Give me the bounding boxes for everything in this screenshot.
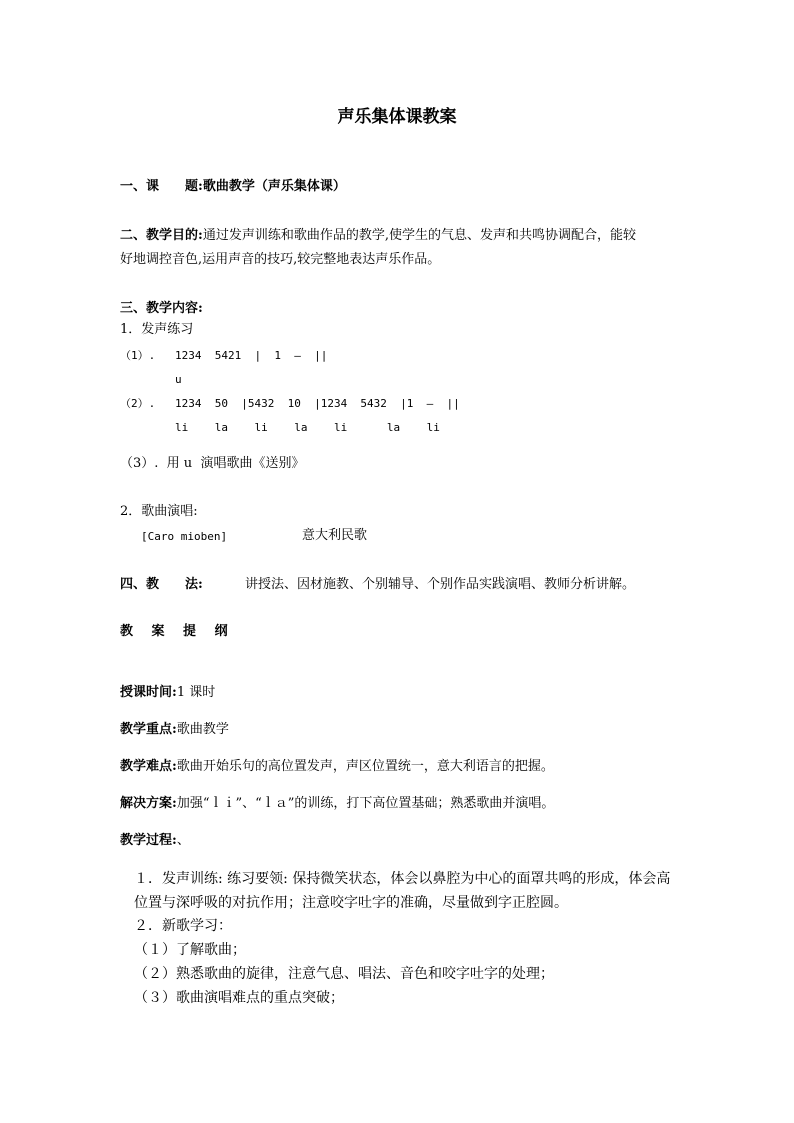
lesson-time xyxy=(120,685,215,701)
teaching-difficulty-label: 教学难点: xyxy=(120,759,177,774)
exercise-1-syllable: u xyxy=(175,373,182,386)
process-step-2: ２．新歌学习： xyxy=(134,918,232,934)
section-content-label: 三、教学内容: xyxy=(120,301,203,316)
exercise-1-number: （1）. xyxy=(120,349,156,362)
exercise-2-syllables: li la li la li la li xyxy=(175,421,440,434)
section-topic-value: 歌曲教学（声乐集体课） xyxy=(202,179,346,194)
exercise-1-notes: 1234 5421 | 1 — || xyxy=(175,349,328,362)
teaching-focus xyxy=(120,722,229,738)
teaching-focus-value: 歌曲教学 xyxy=(176,722,229,737)
teaching-process-suffix: 、 xyxy=(176,833,190,848)
exercise-2-notes: 1234 50 |5432 10 |1234 5432 |1 — || xyxy=(175,397,460,410)
process-step-2-2: （２）熟悉歌曲的旋律，注意气息、唱法、音色和咬字吐字的处理； xyxy=(134,966,554,982)
exercise-3: （3）. 用 u 演唱歌曲《送别》 xyxy=(120,456,305,471)
process-step-2-1: （１）了解歌曲； xyxy=(134,942,246,958)
section-method xyxy=(120,577,203,593)
process-step-1-line1: １．发声训练: 练习要领: 保持微笑状态，体会以鼻腔为中心的面罩共鸣的形成，体会高 xyxy=(134,871,671,887)
content-item-song: 2．歌曲演唱: xyxy=(120,504,198,519)
outline-heading: 教 案 提 纲 xyxy=(120,624,230,639)
song-title: [Caro mioben] xyxy=(141,530,228,543)
solution-label: 解决方案: xyxy=(120,796,177,811)
song-origin: 意大利民歌 xyxy=(302,528,368,543)
section-objective-text-1: 通过发声训练和歌曲作品的教学,使学生的气息、发声和共鸣协调配合，能较 xyxy=(202,228,636,243)
section-method-value: 讲授法、因材施教、个别辅导、个别作品实践演唱、教师分析讲解。 xyxy=(245,577,636,592)
section-objective-label: 二、教学目的: xyxy=(120,228,203,243)
teaching-focus-label: 教学重点: xyxy=(120,722,177,737)
lesson-time-value: 1 课时 xyxy=(176,685,216,700)
teaching-difficulty xyxy=(120,759,554,775)
lesson-time-label: 授课时间: xyxy=(120,685,177,700)
section-method-label: 四、教 法: xyxy=(120,577,203,592)
section-topic-label: 一、课 题: xyxy=(120,179,203,194)
process-step-1-line2: 位置与深呼吸的对抗作用；注意咬字吐字的准确，尽量做到字正腔圆。 xyxy=(134,895,568,911)
teaching-difficulty-value: 歌曲开始乐句的高位置发声，声区位置统一，意大利语言的把握。 xyxy=(176,759,554,774)
process-step-2-3: （３）歌曲演唱难点的重点突破； xyxy=(134,990,344,1006)
exercise-2-number: （2）. xyxy=(120,397,156,410)
solution xyxy=(120,796,554,812)
section-objective-line1 xyxy=(120,228,636,244)
solution-value: 加强“ｌｉ”、“ｌａ”的训练，打下高位置基础；熟悉歌曲并演唱。 xyxy=(176,796,555,811)
teaching-process xyxy=(120,833,190,849)
content-item-vocal-practice: 1．发声练习 xyxy=(120,322,194,337)
document-title: 声乐集体课教案 xyxy=(337,107,457,127)
section-objective-text-2: 好地调控音色,运用声音的技巧,较完整地表达声乐作品。 xyxy=(120,252,441,267)
section-topic xyxy=(120,179,346,195)
teaching-process-label: 教学过程: xyxy=(120,833,177,848)
